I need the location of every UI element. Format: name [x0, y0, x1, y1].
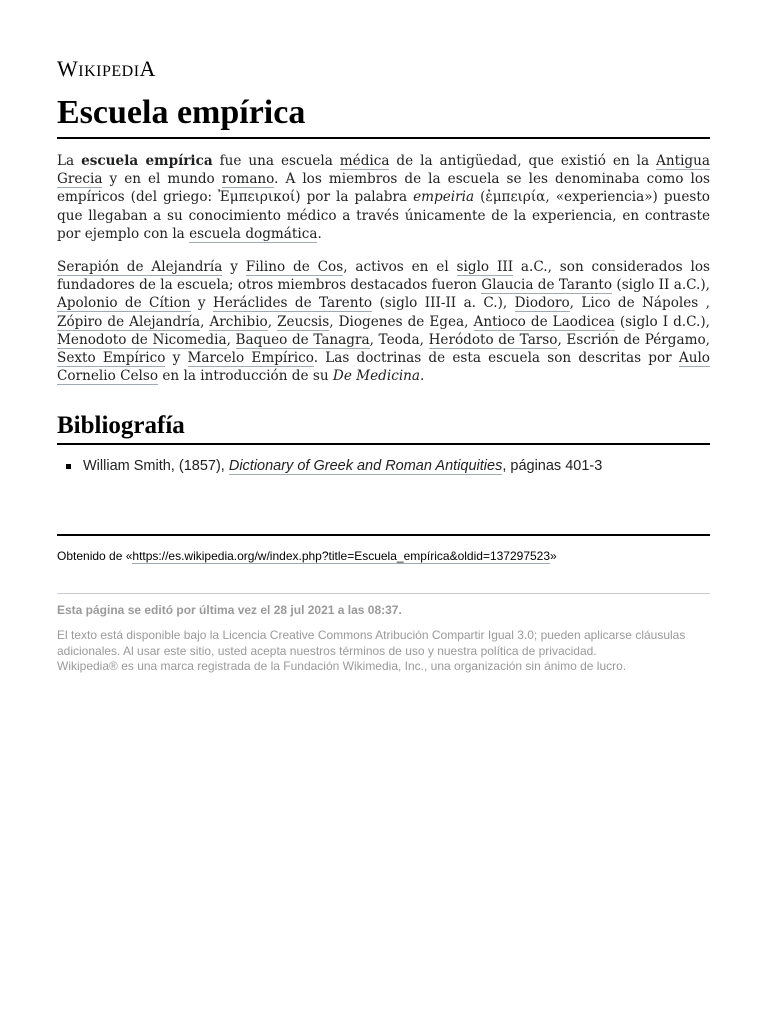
last-edited: Esta página se editó por última vez el 28 jul 2021 a las 08:37.	[57, 603, 402, 617]
link-aulo-cornelio-celso[interactable]: Aulo Cornelio Celso	[57, 350, 710, 385]
text: , Teoda,	[369, 331, 429, 348]
link-antigua-grecia[interactable]: Antigua Grecia	[57, 153, 710, 188]
retrieved-suffix: »	[550, 549, 557, 563]
link-medica[interactable]: médica	[339, 153, 390, 169]
link-archibio[interactable]: Archibio	[209, 313, 268, 330]
text: de la antigüedad, que existió en la	[389, 153, 657, 169]
license-text: El texto está disponible bajo la Licencia Creative Commons Atribución Compartir Igual 3.0; pueden aplicarse cláusulas adicionales. Al usar este sitio, usted acepta nuestros términos de uso y nuestra política de privacidad.	[57, 628, 686, 658]
link-heraclides[interactable]: Heráclides de Tarento	[213, 295, 373, 312]
citation-link[interactable]: Dictionary of Greek and Roman Antiquities	[228, 458, 503, 474]
bullet-icon	[66, 464, 71, 469]
footer	[57, 602, 710, 675]
link-siglo-iii[interactable]: siglo III	[456, 259, 514, 276]
text: ,	[200, 313, 210, 330]
text: . Las doctrinas de esta escuela son descritas por	[313, 350, 679, 367]
link-baqueo[interactable]: Baqueo de Tanagra	[235, 331, 370, 348]
section-heading-bibliografia: Bibliografía	[57, 410, 710, 445]
text: (siglo II a.C.),	[612, 277, 711, 294]
wordmark-ikipedi: IKIPEDI	[78, 63, 140, 80]
text: a.C., son considerados los fundadores de la escuela; otros miembros destacados fueron	[57, 259, 711, 294]
text: (ἐμπειρία, «experiencia») puesto que llegaban a su conocimiento médico a través únicamente de la experiencia, en contraste por ejemplo con la	[57, 189, 710, 242]
wikipedia-wordmark[interactable]	[57, 56, 156, 82]
link-escuela-dogmatica[interactable]: escuela dogmática	[189, 225, 318, 242]
link-antioco[interactable]: Antioco de Laodicea	[473, 313, 615, 330]
text: , activos en el	[343, 259, 457, 276]
citation-text: William Smith, (1857),	[83, 458, 229, 474]
text: en la introducción de su	[158, 368, 333, 385]
retrieved-from	[57, 549, 557, 563]
text: .	[420, 368, 425, 385]
footer-divider	[57, 593, 710, 594]
paragraph-members	[57, 258, 710, 385]
text: (siglo I d.C.),	[614, 313, 710, 330]
text: La	[57, 153, 82, 169]
text: .	[317, 225, 322, 242]
wordmark-w: W	[57, 56, 79, 81]
link-romano[interactable]: romano	[221, 171, 275, 188]
italic-title: De Medicina	[332, 368, 421, 385]
text: y	[222, 259, 246, 276]
divider	[57, 534, 710, 536]
text: y en el mundo	[102, 171, 222, 188]
link-filino[interactable]: Filino de Cos	[245, 259, 344, 276]
text: ,	[267, 313, 278, 330]
wordmark-a: A	[139, 56, 156, 81]
link-menodoto[interactable]: Menodoto de Nicomedia	[57, 331, 227, 348]
retrieved-prefix: Obtenido de «	[57, 549, 133, 563]
link-zopiro[interactable]: Zópiro de Alejandría	[57, 313, 201, 330]
text: . A los miembros de la escuela se les denominaba como los empíricos (del griego: Ἐμπειρικοί) por la palabra	[57, 171, 711, 206]
bold-term: escuela empírica	[81, 153, 213, 169]
text: ,	[226, 331, 236, 348]
citation-text: , páginas 401-3	[502, 458, 603, 474]
link-serapion[interactable]: Serapión de Alejandría	[57, 259, 223, 276]
text: y	[190, 295, 213, 312]
text: , Diogenes de Egea,	[329, 313, 474, 330]
link-zeucsis[interactable]: Zeucsis	[277, 313, 330, 330]
list-item	[57, 456, 710, 476]
link-sexto-empirico[interactable]: Sexto Empírico	[57, 350, 166, 367]
retrieved-url-link[interactable]: https://es.wikipedia.org/w/index.php?title=Escuela_empírica&oldid=137297523	[132, 549, 551, 563]
text: fue una escuela	[212, 153, 340, 169]
link-diodoro[interactable]: Diodoro	[514, 295, 570, 312]
link-marcelo-empirico[interactable]: Marcelo Empírico	[187, 350, 314, 367]
text: y	[165, 350, 188, 367]
paragraph-intro	[57, 152, 710, 243]
bibliography-list	[57, 456, 710, 476]
text: , Escrión de Pérgamo,	[557, 331, 711, 348]
trademark-text: Wikipedia® es una marca registrada de la Fundación Wikimedia, Inc., una organización sin ánimo de lucro.	[57, 659, 627, 673]
italic-term: empeiria	[413, 189, 475, 206]
page-title: Escuela empírica	[57, 92, 710, 139]
text: , Lico de Nápoles ,	[569, 295, 710, 312]
text: (siglo III-II a. C.),	[372, 295, 515, 312]
link-glaucia[interactable]: Glaucia de Taranto	[481, 277, 613, 294]
link-herodoto[interactable]: Heródoto de Tarso	[428, 331, 558, 348]
link-apolonio[interactable]: Apolonio de Cítion	[57, 295, 191, 312]
article-body	[57, 152, 710, 400]
